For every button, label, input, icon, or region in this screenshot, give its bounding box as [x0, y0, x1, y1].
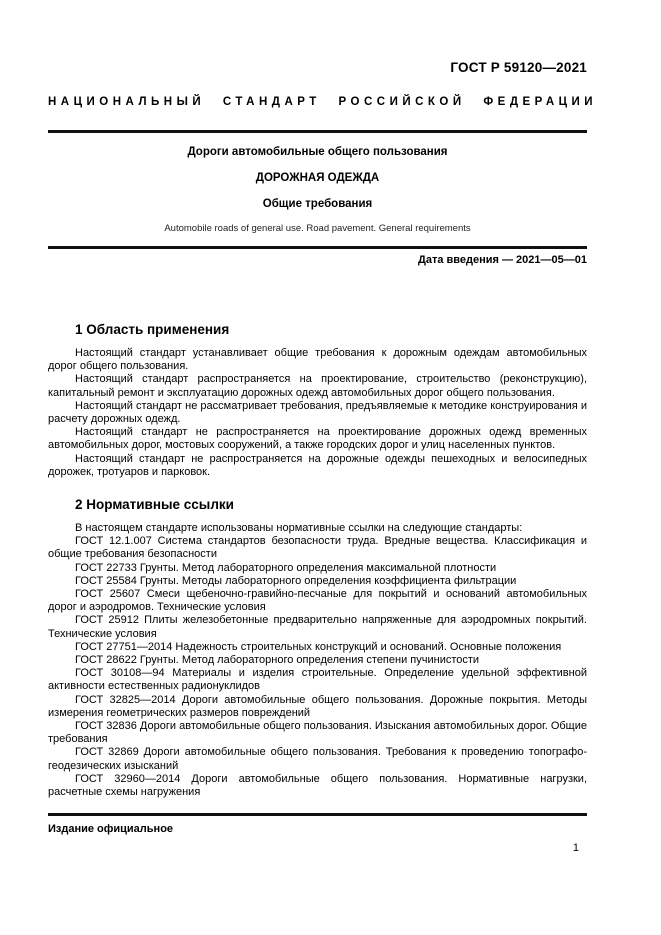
- section-heading: 2 Нормативные ссылки: [75, 497, 234, 513]
- paragraph: ГОСТ 32869 Дороги автомобильные общего пользования. Требования к проведению топографо-геодезических изысканий: [48, 746, 587, 772]
- standard-type-line: НАЦИОНАЛЬНЫЙ СТАНДАРТ РОССИЙСКОЙ ФЕДЕРАЦИИ: [48, 96, 598, 108]
- header-divider-rule: [48, 130, 587, 133]
- document-sections: [48, 321, 587, 799]
- page-number: 1: [572, 842, 579, 854]
- paragraph: В настоящем стандарте использованы нормативные ссылки на следующие стандарты:: [75, 522, 523, 535]
- paragraph: ГОСТ 32836 Дороги автомобильные общего пользования. Изыскания автомобильных дорог. Общие требования: [48, 720, 587, 746]
- page-footer: [48, 813, 587, 855]
- paragraph: ГОСТ 25607 Смеси щебеночно-гравийно-песчаные для покрытий и оснований автомобильных дорог и аэродромов. Технические условия: [48, 588, 587, 614]
- paragraph: ГОСТ 22733 Грунты. Метод лабораторного определения максимальной плотности: [75, 561, 497, 574]
- doc-number: ГОСТ Р 59120—2021: [450, 60, 587, 75]
- title-english: Automobile roads of general use. Road pavement. General requirements: [164, 223, 471, 234]
- paragraph: ГОСТ 32960—2014 Дороги автомобильные общего пользования. Нормативные нагрузки, расчетные схемы нагружения: [48, 772, 587, 799]
- title-divider-rule: [48, 246, 587, 249]
- paragraph: Настоящий стандарт устанавливает общие требования к дорожным одеждам автомобильных дорог общего пользования.: [48, 347, 587, 373]
- title-group: Дороги автомобильные общего пользования: [187, 146, 448, 158]
- paragraph: ГОСТ 12.1.007 Система стандартов безопасности труда. Вредные вещества. Классификация и общие требования безопасности: [48, 535, 587, 561]
- paragraph: Настоящий стандарт не распространяется на проектирование дорожных одежд временных автомобильных дорог, мостовых сооружений, а также городских дорог и улиц населенных пунктов.: [48, 426, 587, 452]
- paragraph: ГОСТ 28622 Грунты. Метод лабораторного определения степени пучинистости: [75, 654, 480, 667]
- footer-divider-rule: [48, 813, 587, 816]
- paragraph: Настоящий стандарт не распространяется на дорожные одежды пешеходных и велосипедных дорожек, тротуаров и парковок.: [48, 452, 587, 478]
- introduction-date: Дата введения — 2021—05—01: [418, 254, 587, 266]
- paragraph: ГОСТ 30108—94 Материалы и изделия строительные. Определение удельной эффективной активности естественных радионуклидов: [48, 667, 587, 693]
- title-main: ДОРОЖНАЯ ОДЕЖДА: [255, 172, 380, 184]
- paragraph: ГОСТ 25584 Грунты. Методы лабораторного определения коэффициента фильтрации: [75, 574, 517, 587]
- section: [48, 496, 587, 799]
- title-subtitle: Общие требования: [262, 198, 373, 210]
- official-edition-note: Издание официальное: [48, 823, 174, 835]
- section: [48, 321, 587, 479]
- section-heading: 1 Область применения: [75, 322, 230, 337]
- paragraph: ГОСТ 27751—2014 Надежность строительных конструкций и оснований. Основные положения: [75, 640, 562, 653]
- paragraph: ГОСТ 32825—2014 Дороги автомобильные общего пользования. Дорожные покрытия. Методы измерения геометрических размеров повреждений: [48, 693, 587, 719]
- paragraph: ГОСТ 25912 Плиты железобетонные предварительно напряженные для аэродромных покрытий. Технические условия: [48, 614, 587, 640]
- paragraph: Настоящий стандарт не рассматривает требования, предъявляемые к методике конструирования и расчету дорожных одежд.: [48, 399, 587, 426]
- paragraph: Настоящий стандарт распространяется на проектирование, строительство (реконструкцию), капитальный ремонт и эксплуатацию дорожных одежд автомобильных дорог общего пользования.: [48, 373, 587, 399]
